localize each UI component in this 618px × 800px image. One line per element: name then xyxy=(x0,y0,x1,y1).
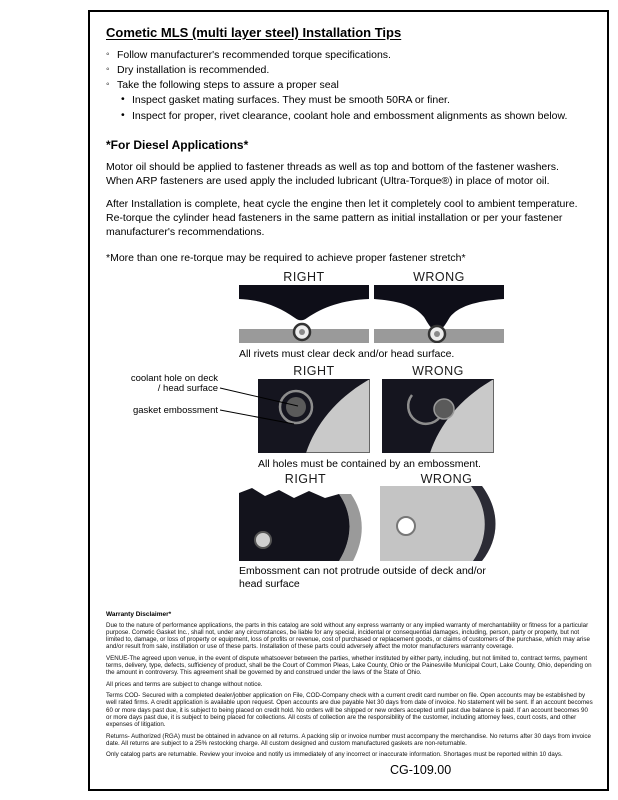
row3-wrong-label: WRONG xyxy=(420,471,473,486)
diagram-section xyxy=(90,270,607,597)
warranty-disclaimer xyxy=(106,611,595,759)
disclaimer-paragraph: Returns- Authorized (RGA) must be obtained in advance on all returns. A packing slip or invoice number must accompany the merchandise. No returns after 30 days from invoice date. All returns are subject to a 25% restocking charge. All custom designed and custom manufactured gaskets are non-returnable. xyxy=(106,732,591,747)
page-frame xyxy=(88,10,609,791)
callout-arrows xyxy=(216,378,308,438)
row3-caption: Embossment can not protrude outside of deck and/or head surface xyxy=(239,564,486,590)
tip-sub-item: • Inspect for proper, rivet clearance, coolant hole and embossment alignments as shown below. xyxy=(121,110,591,124)
embossment-contained-wrong-diagram xyxy=(382,379,494,453)
disclaimer-paragraph: Terms COD- Secured with a completed dealer/jobber application on File, COD-Company check with a current credit card number on file. Open accounts may be established by well rated firms. A credit application is available upon request. Open accounts are due payable Net 30 days from date of invoice. No statement will be sent. If an account becomes 60 or more days past due, it is subject to being placed on credit hold. No orders will be shipped or new orders accepted until past due balance is paid. If an account becomes 90 or more days past due, it is subject to being placed for collections. All costs of collection are the responsibility of the customer, including attorney fees, court costs, and other expenses of litigation. xyxy=(106,692,593,729)
row3-right-label: RIGHT xyxy=(284,471,327,486)
retorque-note: *More than one re-torque may be required to achieve proper fastener stretch* xyxy=(106,251,466,264)
tips-list xyxy=(106,49,591,123)
tip-item: ◦ Dry installation is recommended. xyxy=(106,64,591,78)
tip-item: ◦ Take the following steps to assure a proper seal xyxy=(106,79,591,93)
row2-caption: All holes must be contained by an embossment. xyxy=(258,457,481,470)
row1-caption: All rivets must clear deck and/or head surface. xyxy=(239,347,455,360)
disclaimer-paragraph: Only catalog parts are returnable. Review your invoice and notify us immediately of any incorrect or inaccurate information. Shortages must be reported within 10 days. xyxy=(106,751,563,759)
diesel-paragraph-2: After Installation is complete, heat cycle the engine then let it completely cool to ambient temperature. Re-torque the cylinder head fasteners in the same pattern as initial installation or per your fastener manufacturer's recommendations. xyxy=(106,197,578,238)
disclaimer-paragraph: VENUE-The agreed upon venue, in the event of dispute whatsoever between the parties, whether instituted by either party, including, but not limited to, contract terms, payment terms, delivery, type, defects, sufficiency of product, shall be the Court of Common Pleas, Lake County, Ohio or the Painesville Municipal Court, Lake County, Ohio, depending on the amount in controversy. This agreement shall be governed by and construed under the laws of the State of Ohio. xyxy=(106,654,592,677)
embossment-protrusion-right-diagram xyxy=(239,486,372,561)
page-code: CG-109.00 xyxy=(390,763,452,777)
diesel-paragraph-1: Motor oil should be applied to fastener threads as well as top and bottom of the fastener washers. When ARP fasteners are used apply the included lubricant (Ultra-Torque®) in place of motor oil. xyxy=(106,161,559,188)
rivet-clearance-wrong-diagram xyxy=(374,285,504,343)
disclaimer-paragraph: All prices and terms are subject to change without notice. xyxy=(106,680,263,688)
gasket-embossment-callout: gasket embossment xyxy=(132,404,218,416)
coolant-hole-callout: coolant hole on deck / head surface xyxy=(130,372,218,395)
row1-wrong-label: WRONG xyxy=(413,269,465,284)
page-content xyxy=(90,12,607,759)
page-title xyxy=(106,25,591,40)
embossment-protrusion-wrong-diagram xyxy=(380,486,513,561)
tip-sub-item: • Inspect gasket mating surfaces. They must be smooth 50RA or finer. xyxy=(121,94,591,108)
row1-right-label: RIGHT xyxy=(283,269,325,284)
tip-item: ◦ Follow manufacturer's recommended torque specifications. xyxy=(106,49,591,63)
warranty-disclaimer-heading: Warranty Disclaimer* xyxy=(106,610,172,618)
disclaimer-paragraph: Due to the nature of performance applications, the parts in this catalog are sold without any express warranty or any implied warranty of merchantability or fitness for a particular purpose. Cometic Gasket Inc., shall not, under any circumstances, be liable for any special, incidental or consequential damages, including, person, party or property, but not limited to, damage, or loss of property or equipment, loss of profits or revenue, cost of purchased or replacement goods, or claims of customers of the purchase, which may arise and/or result from sale, instillation or use of these parts. Installation of these parts could adversely affect the motor manufacturers warranty coverage. xyxy=(106,621,590,651)
row2-wrong-label: WRONG xyxy=(412,363,464,378)
diesel-applications-heading: *For Diesel Applications* xyxy=(106,138,249,153)
page-title-text: Cometic MLS (multi layer steel) Installation Tips xyxy=(106,25,402,40)
row2-right-label: RIGHT xyxy=(293,363,335,378)
rivet-clearance-right-diagram xyxy=(239,285,369,343)
